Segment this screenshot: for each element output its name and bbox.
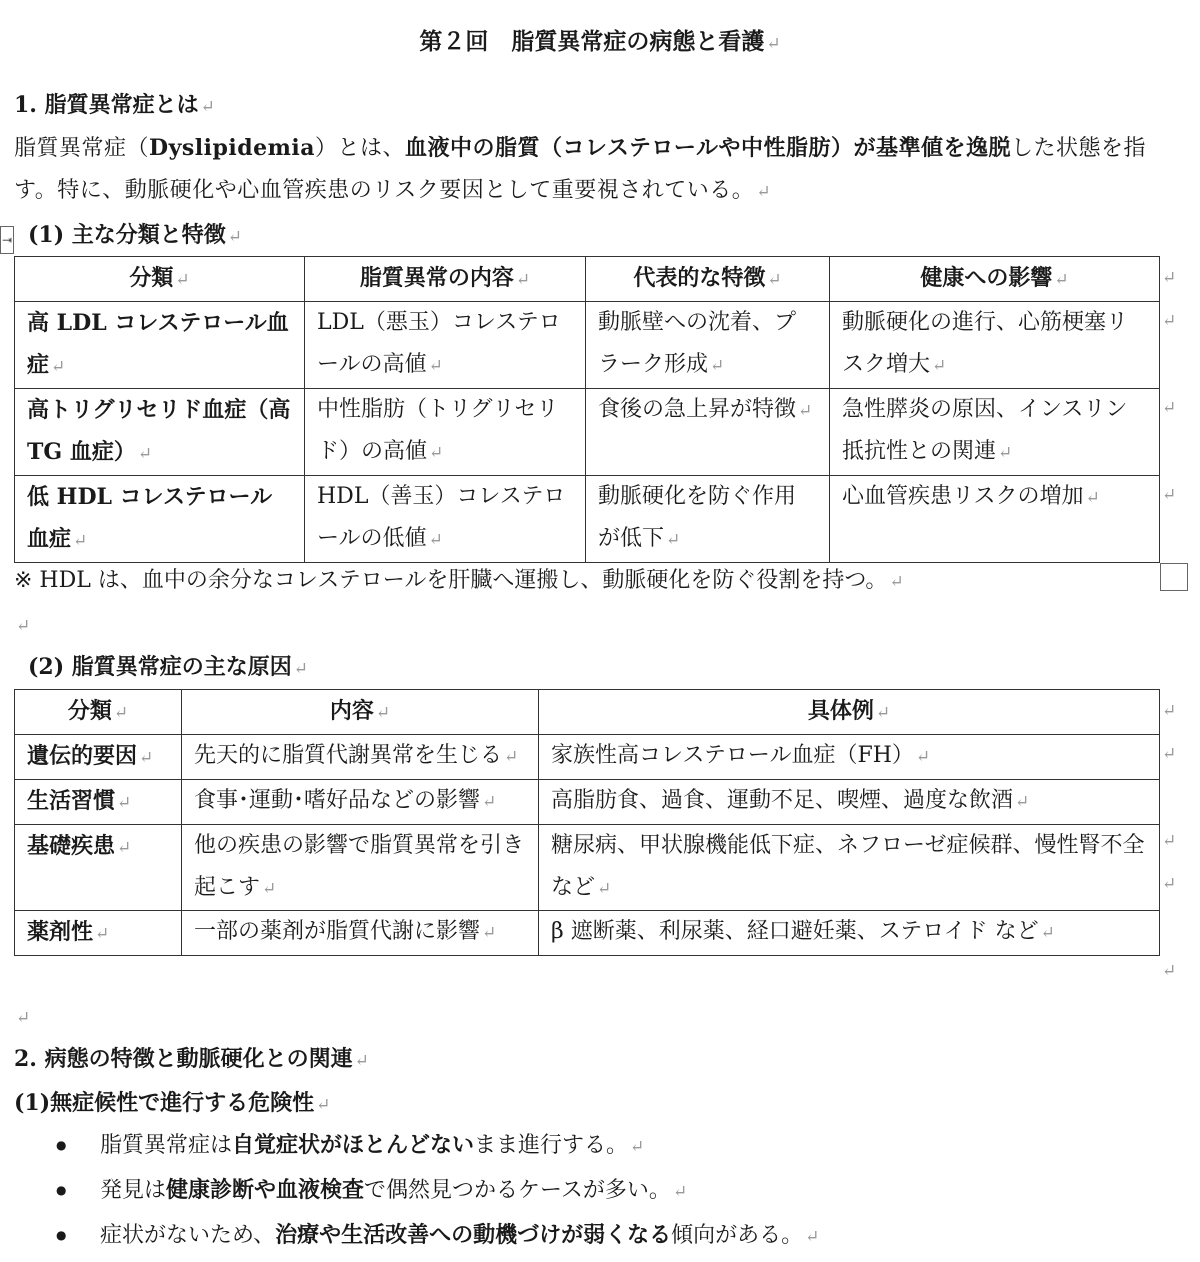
table-cell: 心血管疾患リスクの増加 ↵ — [830, 476, 1160, 563]
table-cell: 急性膵炎の原因、インスリン抵抗性との関連 ↵ — [830, 389, 1160, 476]
row-end-mark: ↵ — [1162, 874, 1177, 894]
sub1-heading: (1) 主な分類と特徴 ↵ — [28, 222, 243, 248]
table-cell: 他の疾患の影響で脂質異常を引き起こす ↵ — [182, 825, 539, 911]
list-item: ● 脂質異常症は自覚症状がほとんどないまま進行する。 ↵ — [60, 1124, 819, 1169]
list-item: ● 症状がないため、治療や生活改善への動機づけが弱くなる傾向がある。 ↵ — [60, 1214, 819, 1259]
sec2-sub1-heading: (1)無症候性で進行する危険性 ↵ — [14, 1090, 331, 1116]
sub2-heading: (2) 脂質異常症の主な原因 ↵ — [28, 654, 309, 680]
paragraph-mark: ↵ — [766, 34, 781, 54]
list-item: ● 発見は健康診断や血液検査で偶然見つかるケースが多い。 ↵ — [60, 1169, 819, 1214]
empty-paragraph: ↵ — [16, 616, 31, 636]
table-row — [15, 735, 1160, 780]
empty-paragraph: ↵ — [16, 1008, 31, 1028]
table-cell: 家族性高コレステロール血症（FH） ↵ — [539, 735, 1160, 780]
header-cell: 代表的な特徴 ↵ — [586, 257, 830, 302]
table-row — [15, 825, 1160, 911]
intro-paragraph: 脂質異常症（Dyslipidemia）とは、血液中の脂質（コレステロールや中性脂肪）が基準値を逸脱した状態を指す。特に、動脈硬化や心血管疾患のリスク要因として重要視されている。 ↵ — [14, 135, 1146, 203]
table-cell: 高トリグリセリド血症（高 TG 血症） ↵ — [15, 389, 305, 476]
table-cell: 基礎疾患 ↵ — [15, 825, 182, 911]
table-cell: HDL（善玉）コレステロールの低値 ↵ — [305, 476, 586, 563]
table-cell: 高 LDL コレステロール血症 ↵ — [15, 302, 305, 389]
header-cell: 具体例 ↵ — [539, 690, 1160, 735]
table-cell: 遺伝的要因 ↵ — [15, 735, 182, 780]
table-cell: 高脂肪食、過食、運動不足、喫煙、過度な飲酒 ↵ — [539, 780, 1160, 825]
classification-table — [14, 256, 1160, 563]
table-cell: 中性脂肪（トリグリセリド）の高値 ↵ — [305, 389, 586, 476]
section1-heading: 1. 脂質異常症とは ↵ — [14, 92, 215, 118]
risk-bullet-list — [60, 1124, 819, 1259]
table-cell: 動脈硬化を防ぐ作用が低下 ↵ — [586, 476, 830, 563]
header-cell: 脂質異常の内容 ↵ — [305, 257, 586, 302]
table-header-row — [15, 690, 1160, 735]
empty-checkbox[interactable] — [1160, 563, 1188, 591]
table-cell: 生活習慣 ↵ — [15, 780, 182, 825]
row-end-mark: ↵ — [1162, 485, 1177, 505]
header-cell: 内容 ↵ — [182, 690, 539, 735]
table-move-handle-icon[interactable]: ⇥ — [0, 226, 14, 254]
table-cell: 動脈壁への沈着、プラーク形成 ↵ — [586, 302, 830, 389]
row-end-mark: ↵ — [1162, 398, 1177, 418]
page-title: 第２回 脂質異常症の病態と看護 ↵ — [419, 28, 781, 55]
table-row — [15, 302, 1160, 389]
table-cell: 一部の薬剤が脂質代謝に影響 ↵ — [182, 911, 539, 956]
table-row — [15, 476, 1160, 563]
table-row — [15, 911, 1160, 956]
header-cell: 分類 ↵ — [15, 690, 182, 735]
hdl-note: ※ HDL は、血中の余分なコレステロールを肝臓へ運搬し、動脈硬化を防ぐ役割を持つ。 ↵ — [14, 568, 904, 593]
row-end-mark: ↵ — [1162, 744, 1177, 764]
row-end-mark: ↵ — [1162, 961, 1177, 981]
table-cell: 低 HDL コレステロール血症 ↵ — [15, 476, 305, 563]
causes-table — [14, 689, 1160, 956]
table-cell: 薬剤性 ↵ — [15, 911, 182, 956]
table-row — [15, 780, 1160, 825]
table-row — [15, 389, 1160, 476]
table-cell: 食後の急上昇が特徴 ↵ — [586, 389, 830, 476]
header-cell: 分類 ↵ — [15, 257, 305, 302]
table-cell: 食事･運動･嗜好品などの影響 ↵ — [182, 780, 539, 825]
table-cell: 糖尿病、甲状腺機能低下症、ネフローゼ症候群、慢性腎不全など ↵ — [539, 825, 1160, 911]
table-cell: LDL（悪玉）コレステロールの高値 ↵ — [305, 302, 586, 389]
row-end-mark: ↵ — [1162, 268, 1177, 288]
header-cell: 健康への影響 ↵ — [830, 257, 1160, 302]
table-header-row — [15, 257, 1160, 302]
row-end-mark: ↵ — [1162, 311, 1177, 331]
row-end-mark: ↵ — [1162, 831, 1177, 851]
table-cell: 先天的に脂質代謝異常を生じる ↵ — [182, 735, 539, 780]
table-cell: 動脈硬化の進行、心筋梗塞リスク増大 ↵ — [830, 302, 1160, 389]
row-end-mark: ↵ — [1162, 701, 1177, 721]
table-cell: β 遮断薬、利尿薬、経口避妊薬、ステロイド など ↵ — [539, 911, 1160, 956]
section2-heading: 2. 病態の特徴と動脈硬化との関連 ↵ — [14, 1046, 369, 1072]
